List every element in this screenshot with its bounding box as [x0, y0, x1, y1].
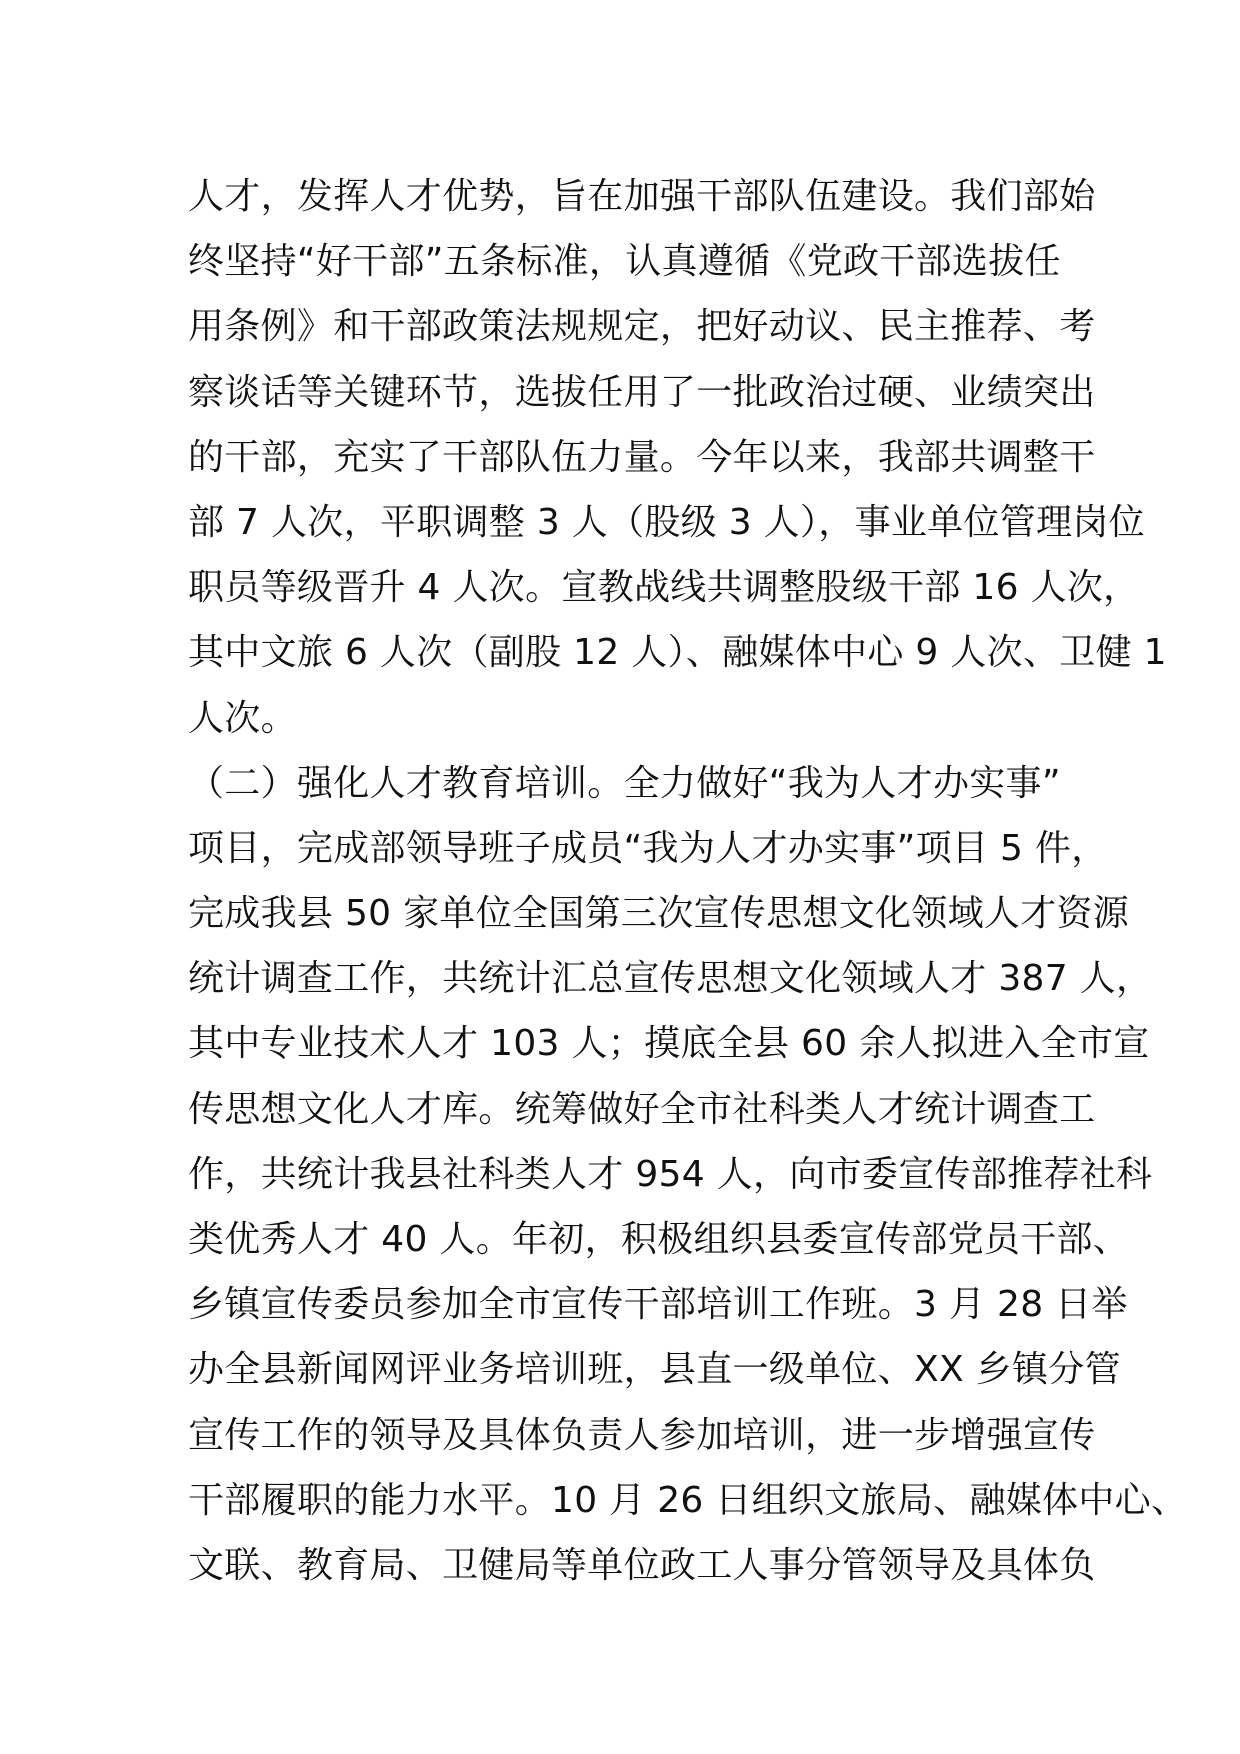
text-line: 人次。: [188, 697, 297, 739]
text-line: 干部履职的能力水平。10 月 26 日组织文旅局、融媒体中心、: [188, 1479, 1188, 1521]
text-line: 其中专业技术人才 103 人；摸底全县 60 余人拟进入全市宣: [188, 1023, 1150, 1065]
text-line: 人才，发挥人才优势，旨在加强干部队伍建设。我们部始: [188, 176, 1096, 217]
text-line: 类优秀人才 40 人。年初，积极组织县委宣传部党员干部、: [188, 1219, 1130, 1260]
text-line: 终坚持“好干部”五条标准，认真遵循《党政干部选拔任: [188, 241, 1061, 283]
text-line: 作，共统计我县社科类人才 954 人，向市委宣传部推荐社科: [188, 1153, 1153, 1195]
body-text: [188, 164, 1188, 1598]
text-line: 完成我县 50 家单位全国第三次宣传思想文化领域人才资源: [188, 893, 1130, 935]
text-line: 项目，完成部领导班子成员“我为人才办实事”项目 5 件，: [188, 827, 1108, 869]
section-heading-line: （二）强化人才教育培训。全力做好“我为人才办实事”: [188, 762, 1061, 804]
text-line: 职员等级晋升 4 人次。宣教战线共调整股级干部 16 人次，: [188, 567, 1140, 609]
text-line: 的干部，充实了干部队伍力量。今年以来，我部共调整干: [188, 436, 1096, 478]
text-line: 乡镇宣传委员参加全市宣传干部培训工作班。3 月 28 日举: [188, 1284, 1128, 1326]
text-line: 统计调查工作，共统计汇总宣传思想文化领域人才 387 人，: [188, 958, 1153, 1000]
text-line: 察谈话等关键环节，选拔任用了一批政治过硬、业绩突出: [188, 371, 1096, 413]
text-line: 其中文旅 6 人次（副股 12 人）、融媒体中心 9 人次、卫健 1: [188, 632, 1167, 674]
text-line: 文联、教育局、卫健局等单位政工人事分管领导及具体负: [188, 1544, 1096, 1586]
text-line: 部 7 人次，平职调整 3 人（股级 3 人），事业单位管理岗位: [188, 501, 1145, 543]
text-line: 传思想文化人才库。统筹做好全市社科类人才统计调查工: [188, 1088, 1096, 1130]
text-line: 宣传工作的领导及具体负责人参加培训，进一步增强宣传: [188, 1414, 1096, 1456]
text-line: 办全县新闻网评业务培训班，县直一级单位、XX 乡镇分管: [188, 1349, 1121, 1391]
text-line: 用条例》和干部政策法规规定，把好动议、民主推荐、考: [188, 306, 1096, 348]
